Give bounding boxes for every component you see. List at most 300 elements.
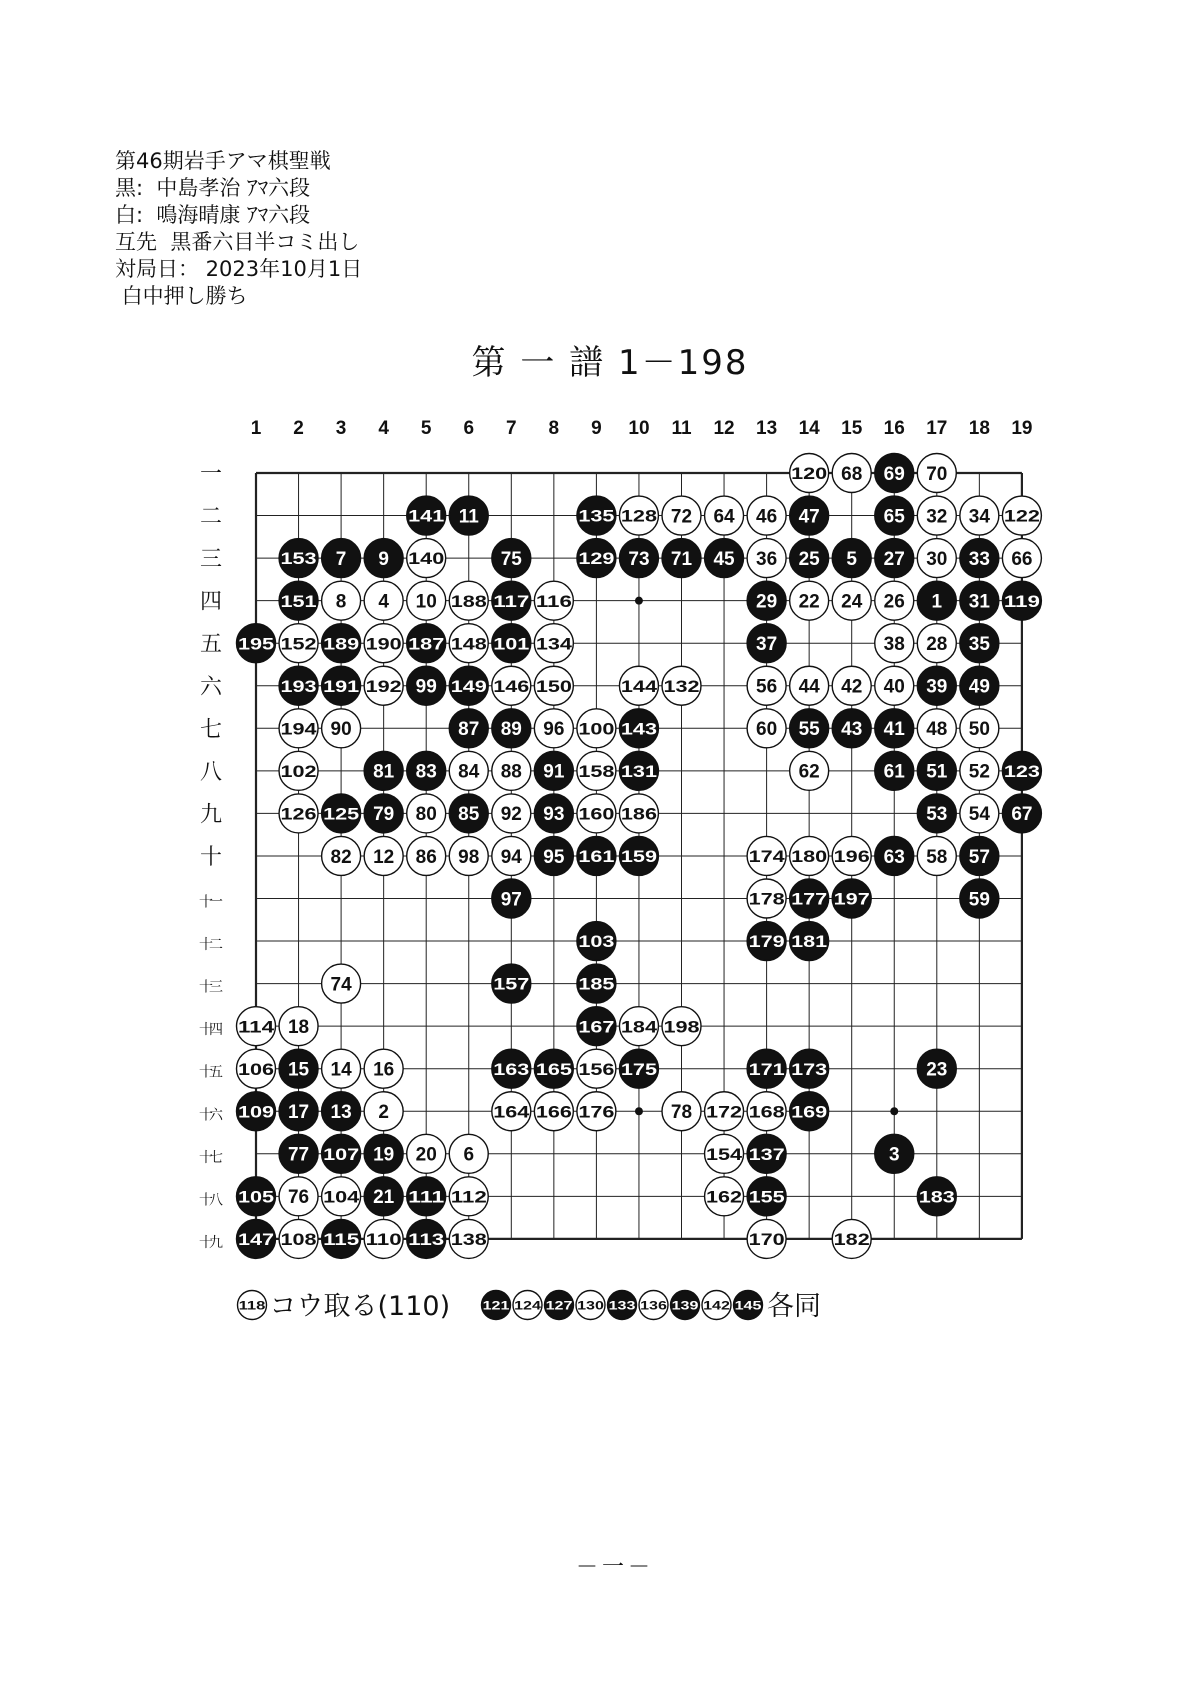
black-stone	[279, 1049, 318, 1088]
black-stone	[322, 539, 361, 578]
move-number: 130	[577, 1298, 605, 1313]
row-label: 十六	[199, 1107, 223, 1124]
black-stone	[671, 1291, 700, 1320]
black-stone	[237, 1092, 276, 1131]
white-stone	[662, 666, 701, 705]
white-stone	[364, 666, 403, 705]
black-stone	[960, 666, 999, 705]
black-stone	[237, 1177, 276, 1216]
move-number: 175	[620, 1059, 657, 1079]
move-number: 146	[493, 676, 530, 696]
move-number: 75	[500, 548, 522, 570]
black-stone	[322, 666, 361, 705]
move-number: 115	[323, 1230, 360, 1250]
move-number: 74	[330, 974, 352, 996]
move-number: 15	[287, 1059, 310, 1081]
black-stone	[449, 709, 488, 748]
white-stone	[534, 709, 573, 748]
white-stone	[832, 836, 871, 875]
row-label: 十三	[199, 979, 223, 996]
white-stone	[790, 666, 829, 705]
move-number: 194	[280, 719, 318, 739]
white-stone	[832, 581, 871, 620]
move-number: 135	[578, 506, 615, 526]
white-stone	[364, 836, 403, 875]
move-number: 36	[756, 548, 778, 570]
move-number: 20	[415, 1144, 437, 1166]
black-stone	[747, 1134, 786, 1173]
white-stone	[577, 1092, 616, 1131]
move-number: 108	[280, 1230, 317, 1250]
black-stone	[492, 709, 531, 748]
column-label: 10	[628, 418, 650, 439]
black-stone	[734, 1291, 763, 1320]
white-stone	[747, 1219, 786, 1258]
white-stone	[492, 666, 531, 705]
star-point	[635, 1107, 643, 1115]
move-number: 110	[365, 1230, 402, 1250]
black-stone	[917, 1177, 956, 1216]
move-number: 42	[841, 676, 863, 698]
move-number: 93	[543, 804, 565, 826]
white-stone	[705, 1092, 744, 1131]
move-number: 46	[756, 506, 778, 528]
white-stone	[917, 709, 956, 748]
white-stone	[790, 836, 829, 875]
black-stone	[790, 879, 829, 918]
move-number: 35	[968, 634, 990, 656]
move-number: 27	[883, 548, 905, 570]
move-number: 54	[968, 804, 990, 826]
white-stone	[832, 454, 871, 493]
move-number: 102	[280, 761, 317, 781]
move-number: 90	[330, 719, 352, 741]
white-stone	[790, 751, 829, 790]
move-number: 104	[323, 1187, 360, 1207]
column-label: 3	[335, 418, 347, 439]
column-label: 12	[713, 418, 735, 439]
white-stone	[577, 794, 616, 833]
move-number: 77	[287, 1144, 310, 1166]
move-number: 151	[280, 591, 317, 611]
move-number: 183	[918, 1187, 955, 1207]
column-label: 13	[756, 418, 778, 439]
move-number: 134	[535, 634, 573, 654]
move-number: 80	[415, 804, 437, 826]
move-number: 170	[748, 1230, 785, 1250]
white-stone	[577, 751, 616, 790]
white-stone	[279, 1007, 318, 1046]
black-stone	[279, 581, 318, 620]
ko-suffix: 各同	[767, 1291, 821, 1322]
white-stone	[513, 1291, 542, 1320]
black-stone	[747, 922, 786, 961]
row-label: 二	[199, 504, 223, 530]
move-number: 143	[620, 719, 657, 739]
move-number: 58	[926, 846, 948, 868]
move-number: 138	[450, 1230, 487, 1250]
row-label: 五	[199, 632, 223, 658]
white-stone	[279, 1219, 318, 1258]
white-player: 白: 鳴海晴康 ｱﾏ六段	[115, 203, 311, 227]
move-number: 103	[578, 932, 615, 952]
move-number: 178	[748, 889, 785, 909]
move-number: 158	[578, 761, 615, 781]
move-number: 162	[706, 1187, 743, 1207]
move-number: 4	[378, 591, 389, 613]
black-stone	[577, 922, 616, 961]
white-stone	[875, 666, 914, 705]
move-number: 17	[287, 1102, 310, 1124]
column-label: 17	[926, 418, 948, 439]
move-number: 180	[791, 847, 828, 867]
black-stone	[407, 751, 446, 790]
move-number: 100	[578, 719, 615, 739]
move-number: 98	[458, 846, 480, 868]
black-stone	[832, 709, 871, 748]
move-number: 56	[756, 676, 778, 698]
move-number: 14	[330, 1059, 352, 1081]
ko-footnote	[238, 1291, 822, 1323]
move-number: 22	[798, 591, 820, 613]
move-number: 67	[1011, 804, 1033, 826]
move-number: 117	[493, 591, 530, 611]
move-number: 40	[883, 676, 905, 698]
black-stone	[322, 1092, 361, 1131]
black-stone	[322, 794, 361, 833]
move-number: 120	[791, 464, 828, 484]
black-stone	[492, 624, 531, 663]
white-stone	[237, 1007, 276, 1046]
move-number: 55	[798, 719, 820, 741]
move-number: 141	[408, 506, 445, 526]
move-number: 66	[1011, 548, 1033, 570]
column-label: 11	[671, 418, 692, 439]
move-number: 51	[926, 761, 948, 783]
move-number: 25	[798, 548, 820, 570]
move-number: 8	[335, 591, 347, 613]
black-stone	[747, 581, 786, 620]
white-stone	[407, 1134, 446, 1173]
move-number: 185	[578, 974, 615, 994]
white-stone	[662, 1092, 701, 1131]
move-number: 187	[408, 634, 445, 654]
white-stone	[279, 1177, 318, 1216]
black-stone	[407, 624, 446, 663]
black-stone	[1002, 581, 1041, 620]
black-stone	[279, 1092, 318, 1131]
white-stone	[875, 581, 914, 620]
move-number: 196	[833, 847, 870, 867]
column-label: 2	[293, 418, 304, 439]
black-stone	[237, 624, 276, 663]
move-number: 179	[748, 932, 785, 952]
move-number: 52	[968, 761, 990, 783]
white-stone	[534, 666, 573, 705]
move-number: 132	[663, 676, 700, 696]
white-stone	[619, 666, 658, 705]
move-number: 145	[734, 1298, 762, 1313]
black-stone	[364, 1134, 403, 1173]
black-stone	[482, 1291, 511, 1320]
move-number: 168	[748, 1102, 785, 1122]
handicap-komi: 互先 黒番六目半コミ出し	[115, 230, 360, 254]
white-stone	[407, 836, 446, 875]
black-stone	[364, 539, 403, 578]
white-stone	[917, 539, 956, 578]
diagram-title: 第 一 譜 1－198	[471, 343, 749, 383]
move-number: 68	[841, 463, 863, 485]
black-stone	[790, 709, 829, 748]
game-date: 対局日： 2023年10月1日	[115, 257, 363, 281]
white-stone	[364, 1049, 403, 1088]
black-stone	[619, 709, 658, 748]
black-stone	[322, 1134, 361, 1173]
black-stone	[279, 539, 318, 578]
row-label: 七	[199, 717, 223, 743]
black-stone	[492, 964, 531, 1003]
move-number: 155	[748, 1187, 785, 1207]
black-stone	[1002, 794, 1041, 833]
black-stone	[279, 1134, 318, 1173]
black-stone	[577, 964, 616, 1003]
move-number: 81	[373, 761, 395, 783]
white-stone	[492, 794, 531, 833]
black-stone	[960, 879, 999, 918]
white-stone	[364, 1219, 403, 1258]
move-number: 44	[798, 676, 820, 698]
move-number: 174	[748, 847, 786, 867]
move-number: 99	[415, 676, 437, 698]
move-number: 144	[620, 676, 658, 696]
black-stone	[747, 1177, 786, 1216]
black-stone	[790, 539, 829, 578]
black-stone	[364, 1177, 403, 1216]
white-stone	[577, 709, 616, 748]
white-stone	[705, 1177, 744, 1216]
white-stone	[917, 624, 956, 663]
move-number: 195	[237, 634, 275, 654]
white-stone	[322, 1049, 361, 1088]
move-number: 124	[514, 1298, 542, 1313]
move-number: 85	[458, 804, 480, 826]
move-number: 122	[1003, 506, 1040, 526]
black-stone	[407, 1219, 446, 1258]
column-label: 14	[798, 418, 820, 439]
row-label: 十二	[199, 937, 223, 954]
white-stone	[747, 836, 786, 875]
black-stone	[449, 794, 488, 833]
black-stone	[577, 539, 616, 578]
black-stone	[364, 751, 403, 790]
white-stone	[322, 836, 361, 875]
move-number: 126	[280, 804, 317, 824]
move-number: 186	[620, 804, 657, 824]
black-stone	[917, 581, 956, 620]
white-stone	[747, 539, 786, 578]
white-stone	[407, 539, 446, 578]
move-number: 139	[671, 1298, 699, 1313]
move-number: 60	[756, 719, 778, 741]
move-number: 5	[846, 548, 857, 570]
white-stone	[322, 964, 361, 1003]
move-number: 149	[450, 676, 487, 696]
black-stone	[407, 496, 446, 535]
move-number: 172	[706, 1102, 743, 1122]
white-stone	[279, 751, 318, 790]
move-number: 123	[1003, 761, 1040, 781]
move-number: 160	[578, 804, 615, 824]
move-number: 197	[833, 889, 870, 909]
black-stone	[917, 666, 956, 705]
move-number: 101	[493, 634, 530, 654]
row-label: 十	[199, 844, 223, 870]
white-stone	[747, 1092, 786, 1131]
black-stone	[449, 496, 488, 535]
row-label: 六	[199, 674, 223, 700]
move-number: 48	[926, 719, 948, 741]
white-stone	[747, 709, 786, 748]
move-number: 12	[373, 846, 395, 868]
move-number: 41	[883, 719, 905, 741]
white-stone	[534, 1092, 573, 1131]
black-stone	[577, 496, 616, 535]
row-label: 十四	[199, 1022, 223, 1039]
ko-text: コウ取る(110)	[269, 1291, 451, 1322]
move-number: 32	[926, 506, 948, 528]
move-number: 83	[415, 761, 437, 783]
move-number: 6	[463, 1144, 475, 1166]
move-number: 76	[287, 1187, 310, 1209]
column-label: 18	[968, 418, 990, 439]
white-stone	[662, 1007, 701, 1046]
move-number: 96	[543, 719, 565, 741]
black-stone	[1002, 751, 1041, 790]
black-stone	[960, 539, 999, 578]
move-number: 59	[968, 889, 990, 911]
column-label: 8	[548, 418, 560, 439]
move-number: 109	[237, 1102, 275, 1122]
black-stone	[619, 836, 658, 875]
move-number: 91	[543, 761, 565, 783]
move-number: 105	[237, 1187, 275, 1207]
move-number: 24	[841, 591, 863, 613]
row-label: 八	[199, 759, 223, 785]
move-number: 45	[713, 548, 735, 570]
move-number: 49	[968, 676, 990, 698]
page-number: －一－	[575, 1555, 654, 1580]
move-number: 142	[703, 1298, 731, 1313]
white-stone	[449, 1219, 488, 1258]
move-number: 147	[237, 1230, 275, 1250]
white-stone	[917, 836, 956, 875]
move-number: 57	[968, 846, 990, 868]
event-name: 第46期岩手アマ棋聖戦	[115, 149, 331, 173]
move-number: 171	[748, 1059, 785, 1079]
row-label: 十五	[199, 1064, 223, 1081]
move-number: 125	[323, 804, 360, 824]
move-number: 86	[415, 846, 437, 868]
white-stone	[875, 624, 914, 663]
black-stone	[960, 624, 999, 663]
move-number: 189	[323, 634, 360, 654]
black-stone	[619, 539, 658, 578]
move-number: 21	[373, 1187, 395, 1209]
move-number: 31	[968, 591, 990, 613]
column-label: 15	[841, 418, 863, 439]
move-number: 69	[883, 463, 905, 485]
star-point	[635, 597, 643, 605]
move-number: 157	[493, 974, 530, 994]
black-stone	[279, 666, 318, 705]
black-stone	[705, 539, 744, 578]
black-stone	[917, 794, 956, 833]
black-stone	[747, 624, 786, 663]
black-stone	[960, 836, 999, 875]
move-number: 165	[535, 1059, 572, 1079]
black-stone	[662, 539, 701, 578]
white-stone	[577, 1049, 616, 1088]
white-stone	[702, 1291, 731, 1320]
white-stone	[619, 1007, 658, 1046]
white-stone	[747, 879, 786, 918]
move-number: 84	[458, 761, 480, 783]
move-number: 107	[323, 1144, 360, 1164]
move-number: 121	[482, 1298, 510, 1313]
move-number: 133	[608, 1298, 636, 1313]
move-number: 26	[883, 591, 905, 613]
row-labels	[199, 462, 224, 1251]
black-stone	[875, 836, 914, 875]
move-number: 176	[578, 1102, 615, 1122]
move-number: 34	[968, 506, 990, 528]
move-number: 23	[926, 1059, 948, 1081]
black-stone	[534, 1049, 573, 1088]
black-stone	[545, 1291, 574, 1320]
column-label: 4	[378, 418, 389, 439]
move-number: 116	[535, 591, 572, 611]
black-stone	[875, 751, 914, 790]
white-stone	[407, 794, 446, 833]
column-label: 1	[250, 418, 262, 439]
move-number: 112	[450, 1187, 487, 1207]
white-stone	[832, 1219, 871, 1258]
move-number: 72	[670, 506, 693, 528]
white-stone	[279, 624, 318, 663]
move-number: 156	[578, 1059, 615, 1079]
move-number: 161	[578, 847, 615, 867]
white-stone	[747, 666, 786, 705]
move-number: 184	[620, 1017, 658, 1037]
row-label: 九	[199, 802, 223, 828]
white-stone	[639, 1291, 668, 1320]
black-stone	[790, 496, 829, 535]
black-stone	[747, 1049, 786, 1088]
move-number: 53	[926, 804, 948, 826]
move-number: 13	[330, 1102, 352, 1124]
white-stone	[449, 581, 488, 620]
black-stone	[875, 709, 914, 748]
move-number: 87	[458, 719, 480, 741]
move-number: 166	[535, 1102, 572, 1122]
move-number: 37	[756, 634, 778, 656]
white-stone	[705, 496, 744, 535]
white-stone	[960, 496, 999, 535]
move-number: 140	[408, 549, 445, 569]
move-number: 78	[670, 1102, 693, 1124]
move-number: 16	[373, 1059, 395, 1081]
move-number: 177	[791, 889, 828, 909]
